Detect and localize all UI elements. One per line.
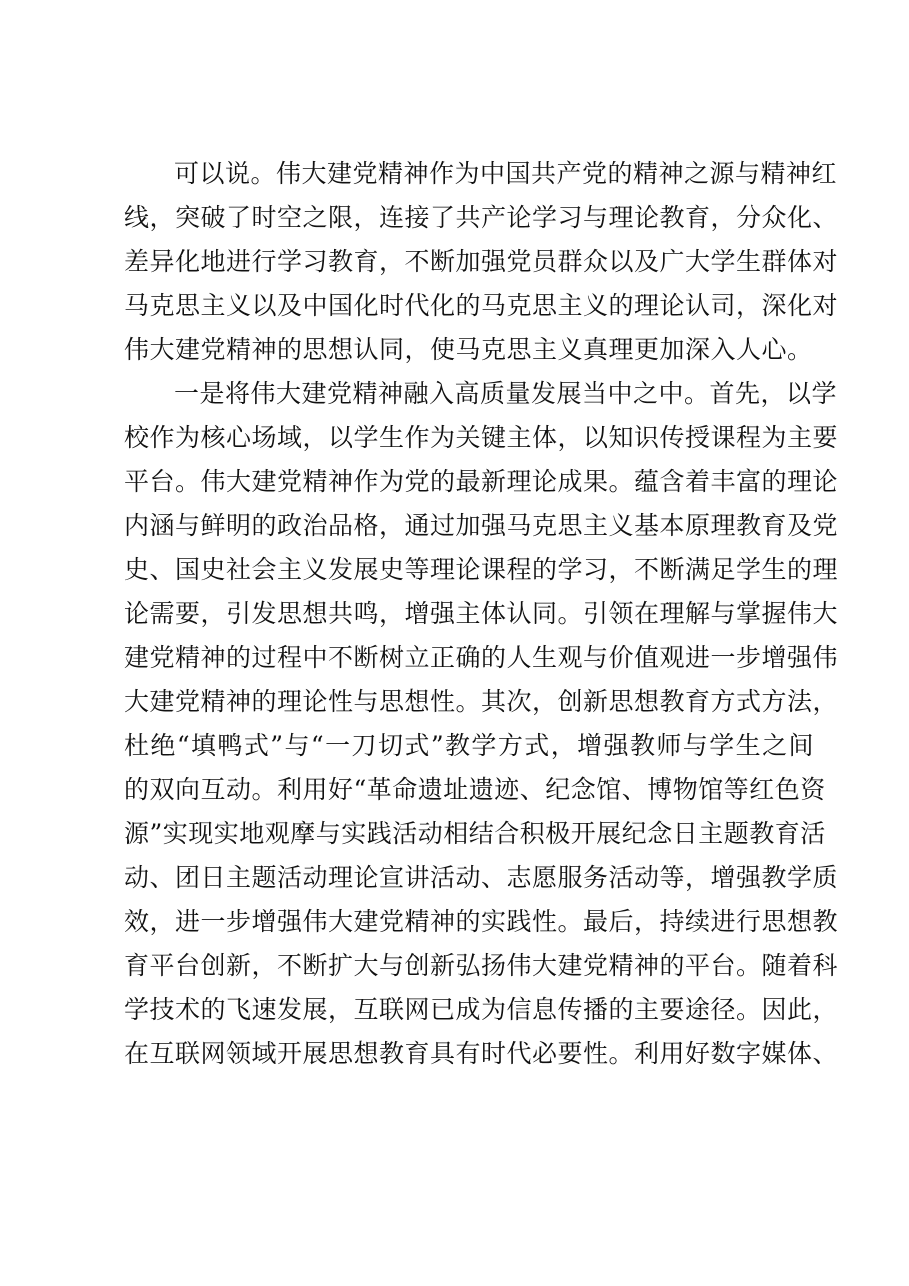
paragraph-2-line-5: 史、国史社会主义发展史等理论课程的学习，不断满足学生的理 — [124, 555, 839, 584]
paragraph-1-line-5: 伟大建党精神的思想认同，使马克思主义真理更加深入人心。 — [124, 335, 813, 364]
paragraph-2-line-1: 一是将伟大建党精神融入高质量发展当中之中。首先，以学 — [174, 379, 838, 408]
paragraph-1-line-2: 线，突破了时空之限，连接了共产论学习与理论教育，分众化、 — [124, 203, 839, 232]
paragraph-2-line-14: 育平台创新，不断扩大与创新弘扬伟大建党精神的平台。随着科 — [124, 951, 839, 980]
paragraph-2-line-8: 大建党精神的理论性与思想性。其次，创新思想教育方式方法， — [124, 687, 839, 716]
paragraph-2-line-4: 内涵与鲜明的政治品格，通过加强马克思主义基本原理教育及党 — [124, 511, 839, 540]
paragraph-1-line-3: 差异化地进行学习教育，不断加强党员群众以及广大学生群体对 — [124, 247, 839, 276]
paragraph-2-line-15: 学技术的飞速发展，互联网已成为信息传播的主要途径。因此， — [124, 995, 839, 1024]
paragraph-2-line-16: 在互联网领域开展思想教育具有时代必要性。利用好数字媒体、 — [124, 1039, 839, 1068]
paragraph-2-line-12: 动、团日主题活动理论宣讲活动、志愿服务活动等，增强教学质 — [124, 863, 839, 892]
paragraph-2-line-7: 建党精神的过程中不断树立正确的人生观与价值观进一步增强伟 — [124, 643, 839, 672]
paragraph-1-line-4: 马克思主义以及中国化时代化的马克思主义的理论认司，深化对 — [124, 291, 839, 320]
body-text — [124, 152, 839, 1076]
paragraph-2-line-10: 的双向互动。利用好“革命遗址遗迹、纪念馆、博物馆等红色资 — [124, 775, 826, 804]
paragraph-2-line-6: 论需要，引发思想共鸣，增强主体认同。引领在理解与掌握伟大 — [124, 599, 839, 628]
paragraph-2-line-3: 平台。伟大建党精神作为党的最新理论成果。蕴含着丰富的理论 — [124, 467, 839, 496]
paragraph-2-line-9: 杜绝“填鸭式”与“一刀切式”教学方式，增强教师与学生之间 — [124, 731, 814, 760]
paragraph-2-line-13: 效，进一步增强伟大建党精神的实践性。最后，持续进行思想教 — [124, 907, 839, 936]
paragraph-1-line-1: 可以说。伟大建党精神作为中国共产党的精神之源与精神红 — [174, 159, 838, 188]
paragraph-2-line-2: 校作为核心场域，以学生作为关键主体，以知识传授课程为主要 — [124, 423, 839, 452]
paragraph-2-line-11: 源”实现实地观摩与实践活动相结合积极开展纪念日主题教育活 — [124, 819, 826, 848]
